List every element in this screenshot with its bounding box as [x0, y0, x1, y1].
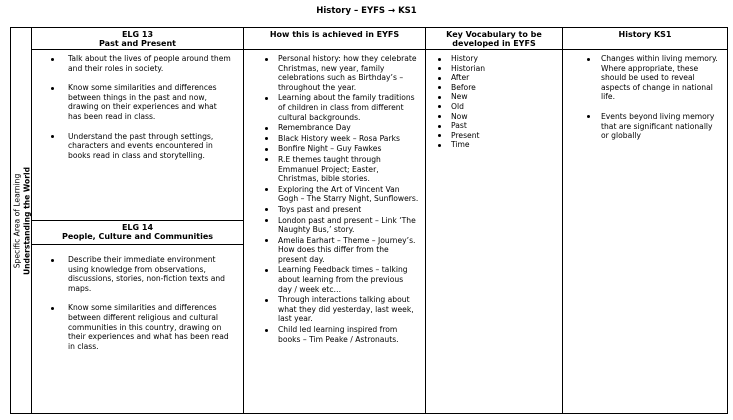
list-item: Historian	[426, 64, 562, 74]
vocab-header	[426, 28, 563, 50]
vocab-cell	[426, 50, 563, 414]
eyfs-cell	[244, 50, 426, 414]
elg14-header-line2: People, Culture and Communities	[61, 232, 214, 241]
page-title: History – EYFS → KS1	[316, 6, 417, 16]
list-item: Time	[426, 140, 562, 150]
list-item: New	[426, 92, 562, 102]
list-item: Understand the past through settings, characters and events encountered in books read in class and storytelling.	[32, 132, 243, 161]
list-item: After	[426, 73, 562, 83]
curriculum-table	[10, 27, 728, 414]
list-item: Changes within living memory. Where appropriate, these should be used to reveal aspects of change in national life.	[563, 54, 727, 102]
list-item: Present	[426, 131, 562, 141]
vocab-list	[426, 50, 562, 150]
list-item: Personal history: how they celebrate Christmas, new year, family celebrations such as Birthday’s – throughout the year.	[244, 54, 425, 92]
list-item: Amelia Earhart – Theme – Journey’s. How does this differ from the present day.	[244, 236, 425, 265]
vocab-header-line1: Key Vocabulary to be	[446, 30, 542, 39]
list-item: Before	[426, 83, 562, 93]
list-item: Old	[426, 102, 562, 112]
elg14-header-line1: ELG 14	[121, 223, 154, 232]
elg-cell	[32, 50, 244, 414]
eyfs-header-text: How this is achieved in EYFS	[269, 30, 400, 39]
list-item: Through interactions talking about what they did yesterday, last week, last year.	[244, 295, 425, 324]
list-item: Learning Feedback times – talking about learning from the previous day / week etc…	[244, 265, 425, 294]
vocab-header-line2: developed in EYFS	[452, 39, 536, 48]
elg14-header	[32, 220, 243, 245]
elg14-list	[32, 245, 243, 351]
list-item: Bonfire Night – Guy Fawkes	[244, 144, 425, 154]
list-item: Know some similarities and differences between things in the past and now, drawing on their experiences and what has been read in class.	[32, 83, 243, 121]
ks1-header-text: History KS1	[618, 30, 672, 39]
eyfs-list	[244, 50, 425, 344]
list-item: Describe their immediate environment using knowledge from observations, discussions, stories, non-fiction texts and maps.	[32, 255, 243, 293]
elg13-list	[32, 50, 243, 220]
list-item: Learning about the family traditions of children in class from different cultural backgrounds.	[244, 93, 425, 122]
list-item: Child led learning inspired from books – Tim Peake / Astronauts.	[244, 325, 425, 344]
list-item: Black History week – Rosa Parks	[244, 134, 425, 144]
list-item: Exploring the Art of Vincent Van Gogh – The Starry Night, Sunflowers.	[244, 185, 425, 204]
list-item: Remembrance Day	[244, 123, 425, 133]
list-item: R.E themes taught through Emmanuel Project; Easter, Christmas, bible stories.	[244, 155, 425, 184]
ks1-header	[563, 28, 728, 50]
list-item: Events beyond living memory that are significant nationally or globally	[563, 112, 727, 141]
side-label-line2: Understanding the World	[21, 166, 31, 275]
list-item: Talk about the lives of people around them and their roles in society.	[32, 54, 243, 73]
elg13-header-line2: Past and Present	[99, 39, 176, 48]
side-label	[12, 166, 31, 274]
side-label-line1: Specific Area of Learning	[12, 173, 21, 268]
ks1-cell	[563, 50, 728, 414]
side-label-cell	[11, 28, 32, 414]
list-item: Past	[426, 121, 562, 131]
ks1-list	[563, 50, 727, 141]
elg13-header	[32, 28, 244, 50]
list-item: Know some similarities and differences between different religious and cultural communities in this country, drawing on their experiences and what has been read in class.	[32, 303, 243, 351]
list-item: Now	[426, 112, 562, 122]
list-item: London past and present – Link ‘The Naughty Bus,’ story.	[244, 216, 425, 235]
eyfs-header	[244, 28, 426, 50]
list-item: Toys past and present	[244, 205, 425, 215]
list-item: History	[426, 54, 562, 64]
elg13-header-line1: ELG 13	[121, 30, 154, 39]
